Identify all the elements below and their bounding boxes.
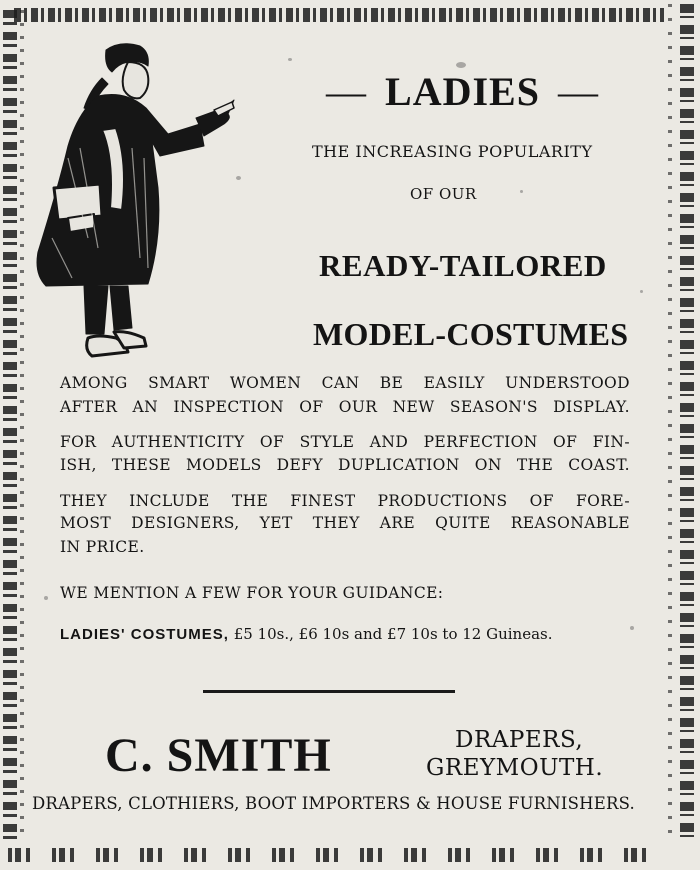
ink-speck	[236, 176, 241, 180]
body-line: FOR AUTHENTICITY OF STYLE AND PERFECTION OF FIN-	[60, 433, 630, 451]
merchant-town: GREYMOUTH.	[426, 755, 604, 781]
ink-speck	[44, 596, 48, 600]
gentleman-pointing-icon	[28, 38, 243, 368]
border-top	[14, 8, 664, 22]
border-bottom	[8, 848, 668, 862]
ink-speck	[456, 62, 466, 68]
title-model-costumes: MODEL-COSTUMES	[313, 316, 629, 352]
price-line	[60, 625, 553, 643]
border-right-inner	[668, 4, 672, 844]
border-left	[3, 10, 17, 840]
body-line: IN PRICE.	[60, 538, 145, 556]
divider	[203, 690, 455, 693]
body-line: AFTER AN INSPECTION OF OUR NEW SEASON'S DISPLAY.	[60, 398, 630, 416]
merchant-name: C. SMITH	[105, 729, 332, 782]
border-left-inner	[20, 10, 24, 840]
body-line: MOST DESIGNERS, YET THEY ARE QUITE REASONABLE	[60, 514, 630, 532]
footer-services: DRAPERS, CLOTHIERS, BOOT IMPORTERS & HOUSE FURNISHERS.	[32, 794, 635, 813]
body-line: AMONG SMART WOMEN CAN BE EASILY UNDERSTOOD	[60, 374, 630, 392]
ink-speck	[640, 290, 643, 293]
body-line: WE MENTION A FEW FOR YOUR GUIDANCE:	[60, 584, 444, 602]
title-ready-tailored: READY-TAILORED	[319, 248, 607, 283]
subheading-of-our: OF OUR	[410, 185, 477, 203]
border-right	[680, 4, 694, 844]
price-values: £5 10s., £6 10s and £7 10s to 12 Guineas.	[233, 625, 553, 643]
body-line: THEY INCLUDE THE FINEST PRODUCTIONS OF FORE-	[60, 492, 630, 510]
ink-speck	[288, 58, 292, 61]
ink-speck	[630, 626, 634, 630]
price-label: LADIES' COSTUMES,	[60, 626, 229, 643]
headline: — LADIES —	[326, 69, 599, 114]
merchant-trade: DRAPERS,	[455, 727, 584, 753]
ink-speck	[520, 190, 523, 193]
subheading-popularity: THE INCREASING POPULARITY	[312, 142, 593, 161]
body-line: ISH, THESE MODELS DEFY DUPLICATION ON THE COAST.	[60, 456, 630, 474]
